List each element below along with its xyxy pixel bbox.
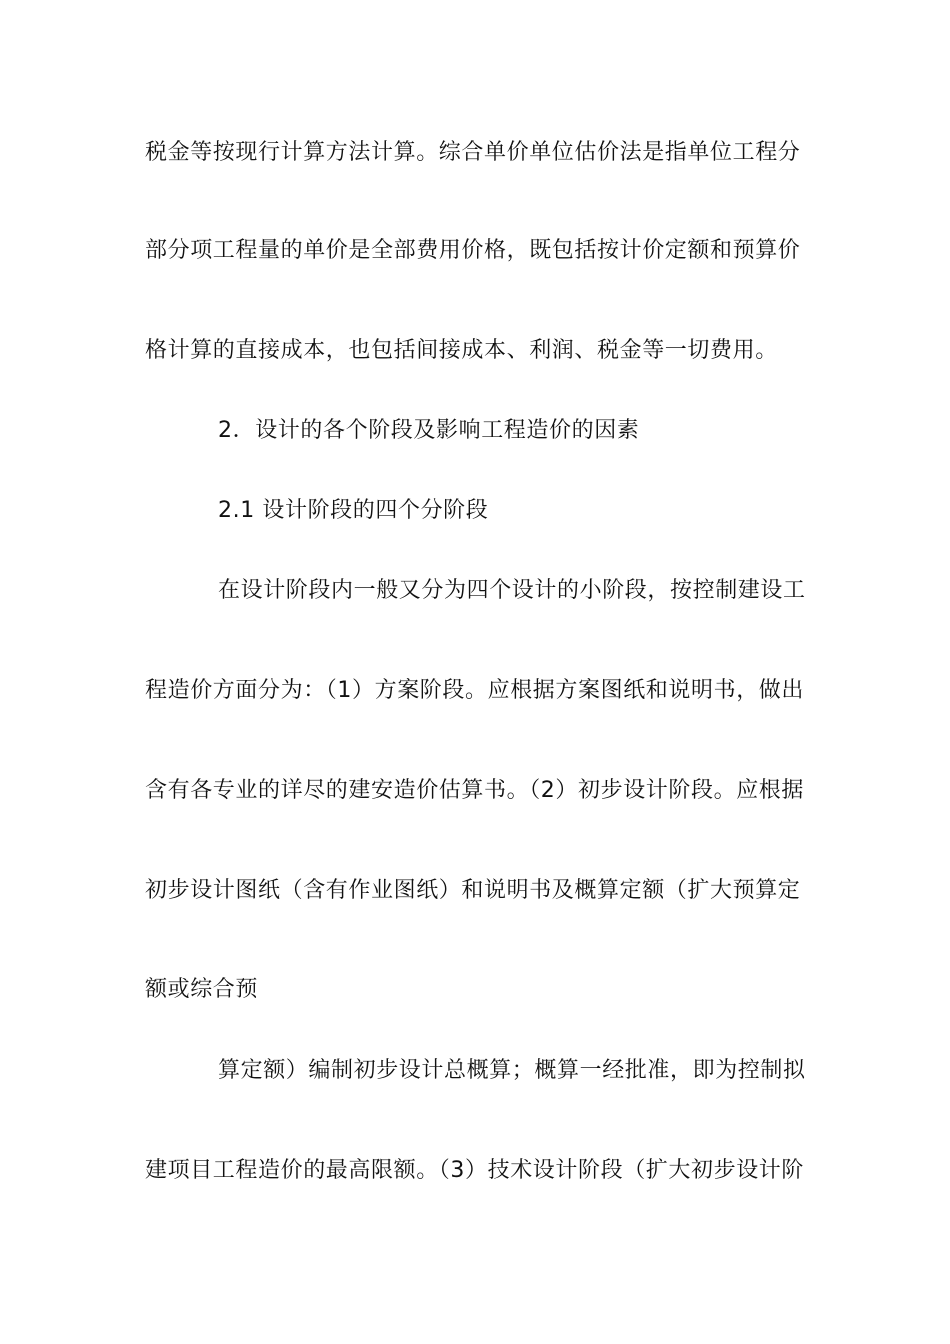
paragraph-line-7: 初步设计图纸（含有作业图纸）和说明书及概算定额（扩大预算定 bbox=[145, 878, 801, 903]
paragraph-line-8: 额或综合预 bbox=[145, 977, 259, 1002]
paragraph-line-9: 算定额）编制初步设计总概算；概算一经批准，即为控制拟 bbox=[218, 1058, 806, 1083]
paragraph-line-5: 程造价方面分为：（1）方案阶段。应根据方案图纸和说明书，做出 bbox=[145, 678, 804, 703]
paragraph-line-2: 部分项工程量的单价是全部费用价格，既包括按计价定额和预算价 bbox=[145, 238, 801, 263]
paragraph-line-6: 含有各专业的详尽的建安造价估算书。（2）初步设计阶段。应根据 bbox=[145, 778, 804, 803]
paragraph-line-10: 建项目工程造价的最高限额。（3）技术设计阶段（扩大初步设计阶 bbox=[145, 1158, 804, 1183]
section-heading: 2．设计的各个阶段及影响工程造价的因素 bbox=[218, 418, 640, 443]
paragraph-line-3: 格计算的直接成本，也包括间接成本、利润、税金等一切费用。 bbox=[145, 338, 778, 363]
subsection-heading: 2.1 设计阶段的四个分阶段 bbox=[218, 498, 489, 523]
paragraph-line-1: 税金等按现行计算方法计算。综合单价单位估价法是指单位工程分 bbox=[145, 140, 801, 165]
paragraph-line-4: 在设计阶段内一般又分为四个设计的小阶段，按控制建设工 bbox=[218, 578, 806, 603]
